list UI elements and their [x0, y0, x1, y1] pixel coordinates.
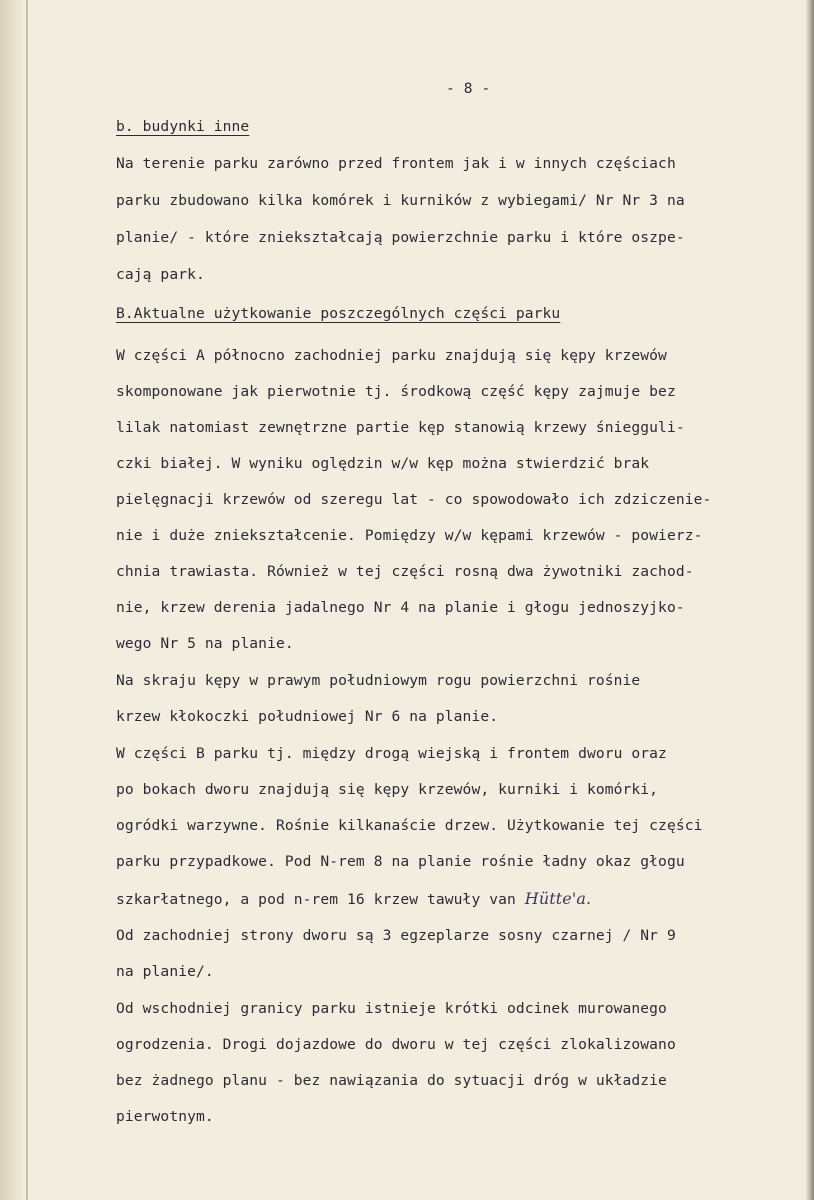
text-line: ogrodzenia. Drogi dojazdowe do dworu w tej części zlokalizowano: [116, 1036, 676, 1053]
text-line: parku przypadkowe. Pod N-rem 8 na planie rośnie ładny okaz głogu: [116, 853, 685, 870]
text-line: lilak natomiast zewnętrzne partie kęp stanowią krzewy śniegguli-: [116, 419, 685, 436]
text-line: nie, krzew derenia jadalnego Nr 4 na planie i głogu jednoszyjko-: [116, 599, 685, 616]
text-line: parku zbudowano kilka komórek i kurników z wybiegami/ Nr Nr 3 na: [116, 192, 685, 209]
text-line: na planie/.: [116, 963, 214, 980]
typed-text: szkarłatnego, a pod n-rem 16 krzew tawuły van: [116, 891, 516, 908]
text-line: pierwotnym.: [116, 1108, 214, 1125]
text-line: wego Nr 5 na planie.: [116, 635, 294, 652]
heading-other-buildings: b. budynki inne: [116, 118, 250, 135]
text-line: skomponowane jak pierwotnie tj. środkową część kępy zajmuje bez: [116, 383, 676, 400]
text-line: bez żadnego planu - bez nawiązania do sytuacji dróg w układzie: [116, 1072, 667, 1089]
page-number: - 8 -: [446, 80, 491, 97]
text-line: pielęgnacji krzewów od szeregu lat - co spowodowało ich zdziczenie-: [116, 491, 712, 508]
text-line: nie i duże zniekształcenie. Pomiędzy w/w kępami krzewów - powierz-: [116, 527, 703, 544]
text-line: czki białej. W wyniku oględzin w/w kęp można stwierdzić brak: [116, 455, 650, 472]
text-line: chnia trawiasta. Również w tej części rosną dwa żywotniki zachod-: [116, 563, 694, 580]
text-line-with-handwriting: [116, 889, 591, 908]
paper-right-edge: [806, 0, 814, 1200]
text-line: ogródki warzywne. Rośnie kilkanaście drzew. Użytkowanie tej części: [116, 817, 703, 834]
text-line: Na skraju kępy w prawym południowym rogu powierzchni rośnie: [116, 672, 641, 689]
text-line: cają park.: [116, 266, 205, 283]
text-line: po bokach dworu znajdują się kępy krzewów, kurniki i komórki,: [116, 781, 659, 798]
handwritten-annotation: Hütte'a.: [524, 889, 592, 908]
heading-current-use: B.Aktualne użytkowanie poszczególnych części parku: [116, 305, 561, 322]
text-line: W części A północno zachodniej parku znajdują się kępy krzewów: [116, 347, 667, 364]
text-line: planie/ - które zniekształcają powierzchnie parku i które oszpe-: [116, 229, 685, 246]
text-line: Od zachodniej strony dworu są 3 egzeplarze sosny czarnej / Nr 9: [116, 927, 676, 944]
paper-fold-line: [26, 0, 28, 1200]
text-line: Od wschodniej granicy parku istnieje krótki odcinek murowanego: [116, 1000, 667, 1017]
text-line: Na terenie parku zarówno przed frontem jak i w innych częściach: [116, 155, 676, 172]
paper-left-edge: [0, 0, 22, 1200]
text-line: W części B parku tj. między drogą wiejską i frontem dworu oraz: [116, 745, 667, 762]
text-line: krzew kłokoczki południowej Nr 6 na planie.: [116, 708, 499, 725]
